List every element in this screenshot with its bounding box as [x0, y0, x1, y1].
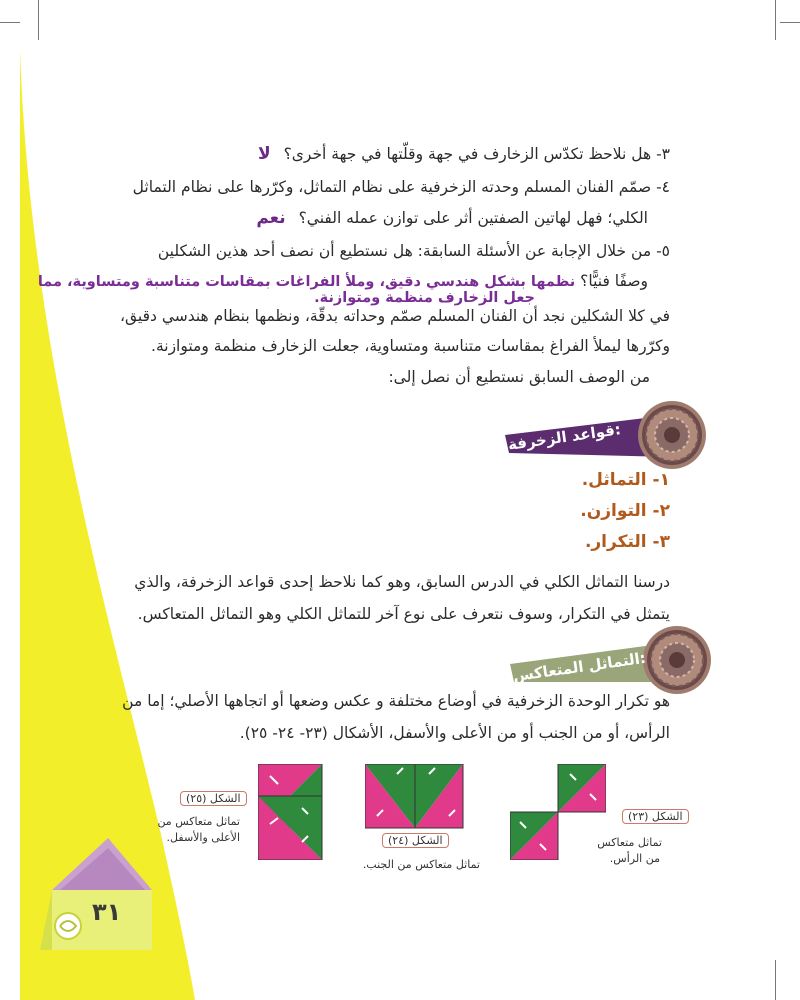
question-4-answer: نعم [256, 208, 286, 228]
figure-23-caption-2: من الرأس. [609, 852, 660, 865]
question-3-answer: لا [257, 144, 271, 164]
crop-mark [780, 22, 800, 23]
crop-mark [775, 0, 776, 40]
question-4-line-2 [256, 207, 670, 229]
summary-line-2: وكرّرها ليملأ الفراغ بمقاسات متناسبة ومتساوية، جعلت الزخارف منظمة ومتوازنة. [151, 337, 670, 355]
rule-2: ٢- التوازن. [580, 501, 670, 521]
figure-25-caption-1: تماثل متعاكس من [157, 815, 240, 828]
question-4-line-1: ٤- صمّم الفنان المسلم وحدته الزخرفية على نظام التماثل، وكرّرها على نظام التماثل [132, 178, 670, 196]
question-5-text: وصفًا فنيًّا؟ [580, 272, 648, 290]
rule-1: ١- التماثل. [581, 470, 670, 490]
question-4-text: الكلي؛ فهل لهاتين الصفتين أثر على توازن عمله الفني؟ [298, 209, 648, 227]
yellow-side-decoration [0, 0, 230, 1000]
figure-24-caption: تماثل متعاكس من الجنب. [362, 858, 480, 871]
rules-banner-title: قواعد الزخرفة: [506, 420, 622, 454]
question-3 [258, 143, 670, 165]
figure-25-caption-2: الأعلى والأسفل. [166, 831, 240, 844]
symmetry-banner [500, 620, 720, 700]
figure-23-label: الشكل (٢٣) [622, 809, 689, 824]
definition-line-1: هو تكرار الوحدة الزخرفية في أوضاع مختلفة و عكس وضعها أو اتجاهها الأصلي؛ إما من [122, 692, 670, 710]
rules-banner [495, 395, 715, 475]
definition-line-2: الرأس، أو من الجنب أو من الأعلى والأسفل، الأشكال (٢٣- ٢٤- ٢٥). [239, 724, 670, 742]
summary-line-1: في كلا الشكلين نجد أن الفنان المسلم صمّم وحداته بدقّة، ونظمها بنظام هندسي دقيق، [119, 307, 670, 325]
figure-24-label: الشكل (٢٤) [382, 833, 449, 848]
figure-25-pattern [258, 764, 324, 860]
studied-line-2: يتمثل في التكرار، وسوف نتعرف على نوع آخر للتماثل الكلي وهو التماثل المتعاكس. [137, 605, 670, 623]
question-3-text: ٣- هل نلاحظ تكدّس الزخارف في جهة وقلّتها في جهة أخرى؟ [283, 145, 670, 163]
question-5-answer: نظمها بشكل هندسي دقيق، وملأ الفراغات بمقاسات متناسبة ومتساوية، مما [37, 274, 576, 290]
crop-mark [775, 960, 776, 1000]
figure-23-pattern [510, 764, 606, 860]
summary-line-3: من الوصف السابق نستطيع أن نصل إلى: [388, 368, 650, 386]
studied-line-1: درسنا التماثل الكلي في الدرس السابق، وهو كما نلاحظ إحدى قواعد الزخرفة، والذي [134, 573, 670, 591]
page-number: ٣١ [92, 898, 122, 926]
symmetry-banner-title: التماثل المتعاكس: [511, 648, 647, 686]
rule-3: ٣- التكرار. [584, 532, 670, 552]
figure-25-label: الشكل (٢٥) [180, 791, 247, 806]
question-5-answer-line-2: جعل الزخارف منظمة ومتوازنة. [314, 290, 535, 306]
question-5-line-1: ٥- من خلال الإجابة عن الأسئلة السابقة: هل نستطيع أن نصف أحد هذين الشكلين [157, 242, 670, 260]
figure-24-pattern [365, 764, 465, 830]
figure-23-caption-1: تماثل متعاكس [597, 836, 662, 849]
